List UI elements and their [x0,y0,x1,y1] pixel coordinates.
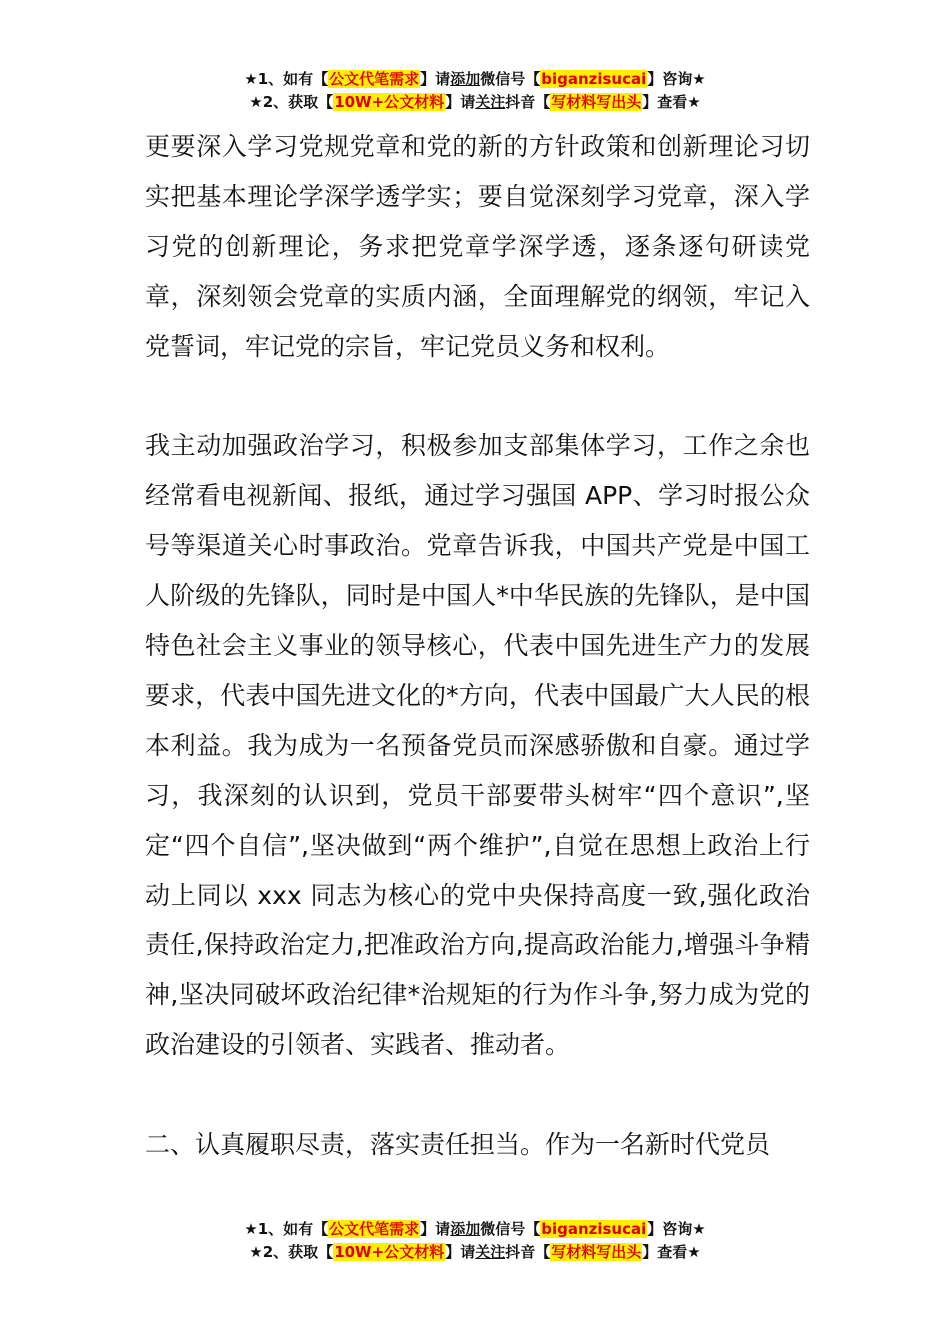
banner-text: ★1、如有【 [244,70,329,88]
document-body [145,122,810,1170]
banner-text: 抖音【 [505,93,551,111]
banner-text: 】咨询★ [647,70,706,88]
banner-line-2 [0,1241,950,1264]
banner-underline: 添加 [450,1220,481,1238]
banner-highlight: biganzisucai [541,70,647,88]
header-banner [0,68,950,114]
banner-line-1 [0,68,950,91]
paragraph-1: 更要深入学习党规党章和党的新的方针政策和创新理论习切实把基本理论学深学透学实；要自觉深刻学习党章，深入学习党的创新理论，务求把党章学深学透，逐条逐句研读党章，深刻领会党章的实质内涵，全面理解党的纲领，牢记入党誓词，牢记党的宗旨，牢记党员义务和权利。 [145,132,810,361]
banner-text: 微信号【 [480,70,541,88]
banner-underline: 关注 [475,1243,506,1261]
banner-text: 】查看★ [642,93,701,111]
banner-highlight: 写材料写出头 [551,93,642,111]
banner-text: 】查看★ [642,1243,701,1261]
banner-underline: 关注 [475,93,506,111]
banner-text: 】请 [420,70,451,88]
paragraph-3: 二、认真履职尽责，落实责任担当。作为一名新时代党员 [145,1130,771,1160]
banner-line-2 [0,91,950,114]
banner-line-1 [0,1218,950,1241]
banner-highlight: 写材料写出头 [551,1243,642,1261]
banner-text: 】请 [420,1220,451,1238]
banner-text: 】咨询★ [647,1220,706,1238]
banner-highlight: 10W+公文材料 [334,93,445,111]
banner-text: 】请 [445,93,476,111]
footer-banner [0,1218,950,1264]
paragraph-2: 我主动加强政治学习，积极参加支部集体学习，工作之余也经常看电视新闻、报纸，通过学习强国 APP、学习时报公众号等渠道关心时事政治。党章告诉我，中国共产党是中国工人阶级的先锋队，同时是中国人*中华民族的先锋队，是中国特色社会主义事业的领导核心，代表中国先进生产力的发展要求，代表中国先进文化的*方向，代表中国最广大人民的根本利益。我为成为一名预备党员而深感骄傲和自豪。通过学习，我深刻的认识到，党员干部要带头树牢“四个意识”,坚定“四个自信”,坚决做到“两个维护”,自觉在思想上政治上行动上同以 xxx 同志为核心的党中央保持高度一致,强化政治责任,保持政治定力,把准政治方向,提高政治能力,增强斗争精神,坚决同破坏政治纪律*治规矩的行为作斗争,努力成为党的政治建设的引领者、实践者、推动者。 [145,431,810,1060]
banner-text: 】请 [445,1243,476,1261]
banner-highlight: 10W+公文材料 [334,1243,445,1261]
banner-text: ★2、获取【 [249,93,334,111]
banner-text: ★2、获取【 [249,1243,334,1261]
banner-highlight: 公文代笔需求 [329,1220,420,1238]
banner-highlight: 公文代笔需求 [329,70,420,88]
banner-underline: 添加 [450,70,481,88]
banner-highlight: biganzisucai [541,1220,647,1238]
banner-text: 抖音【 [505,1243,551,1261]
banner-text: ★1、如有【 [244,1220,329,1238]
banner-text: 微信号【 [480,1220,541,1238]
